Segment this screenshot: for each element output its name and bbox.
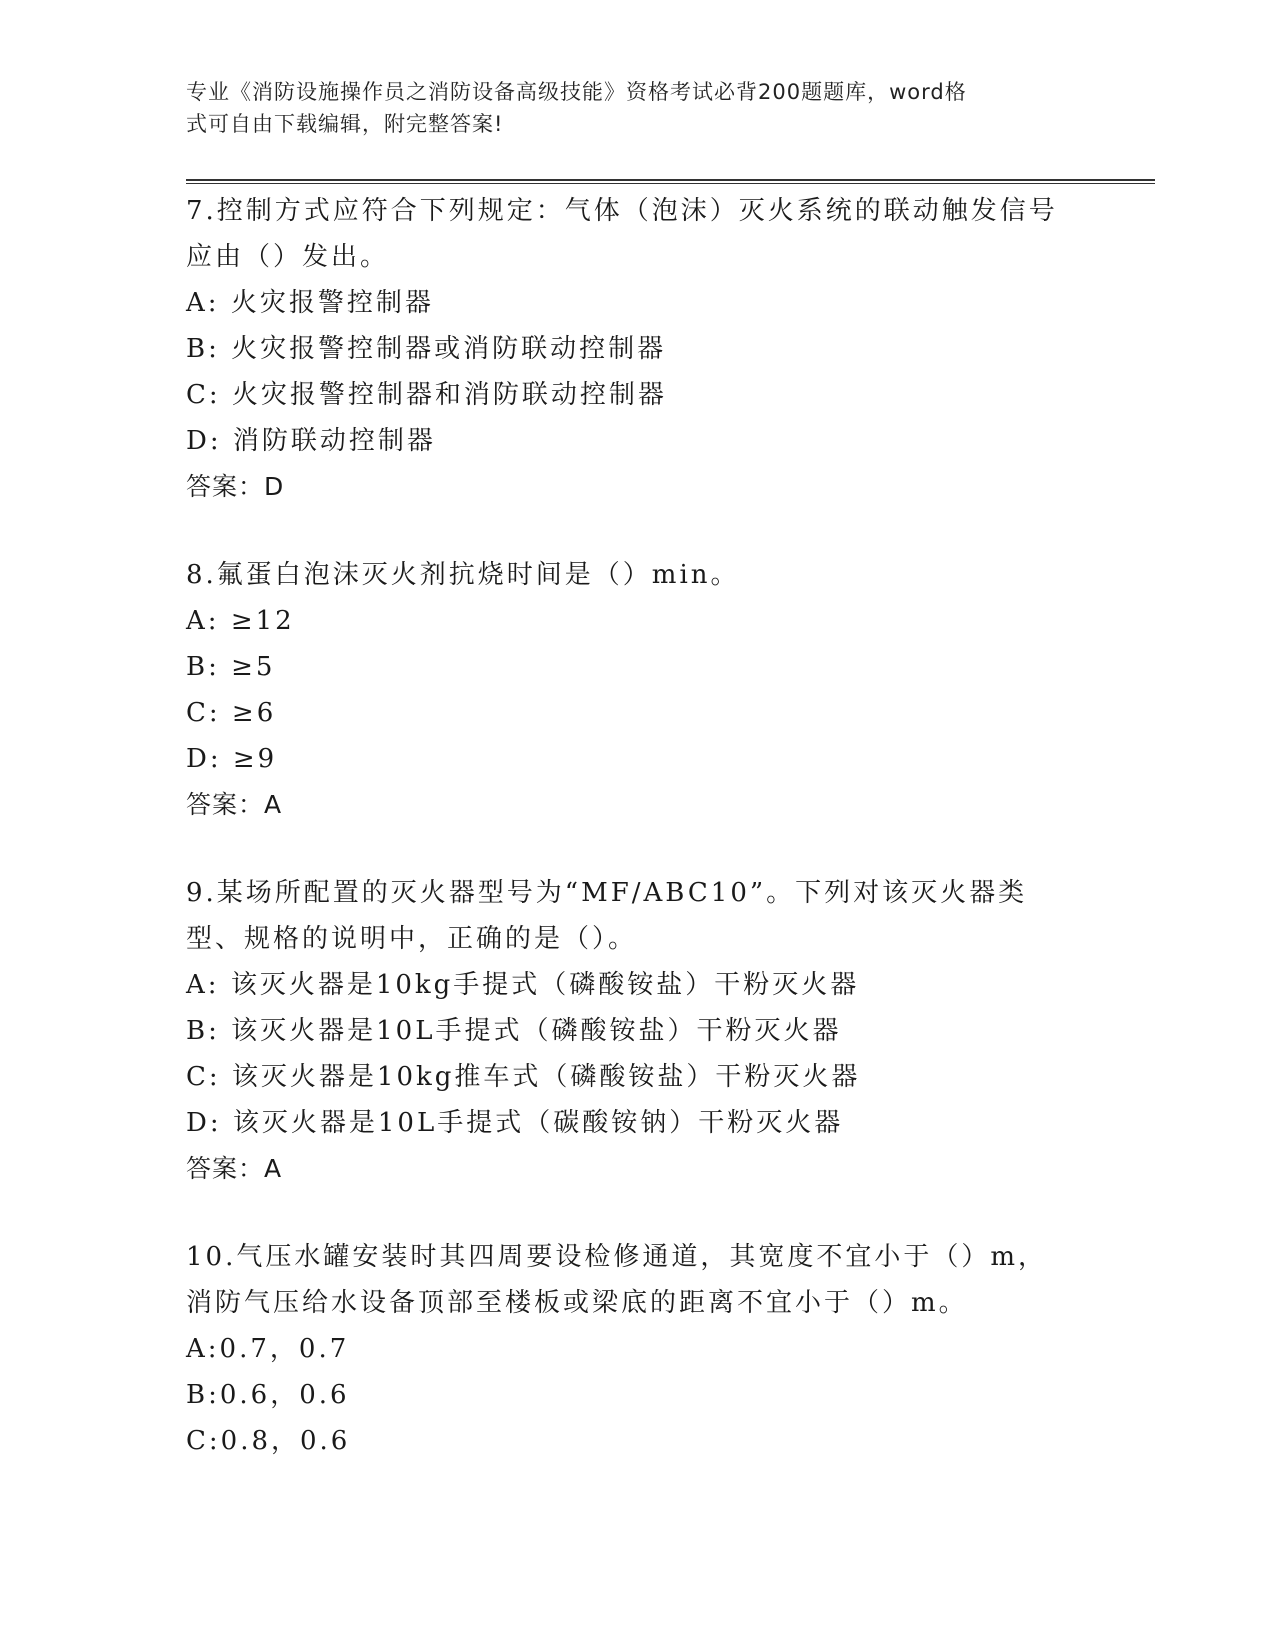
option-c <box>186 1054 1066 1100</box>
option-key: B: <box>186 1380 220 1410</box>
option-key: C: <box>186 698 221 728</box>
option-key: C: <box>186 380 221 410</box>
option-b <box>186 326 1066 372</box>
option-text: ≥6 <box>231 698 277 728</box>
question-7 <box>186 188 1066 510</box>
option-text: 该灭火器是10L手提式（碳酸铵钠）干粉灭火器 <box>232 1108 844 1138</box>
option-text: 该灭火器是10kg推车式（磷酸铵盐）干粉灭火器 <box>231 1062 861 1092</box>
option-c <box>186 690 1066 736</box>
option-key: D: <box>186 1108 222 1138</box>
option-key: C: <box>186 1062 221 1092</box>
option-a <box>186 280 1066 326</box>
option-c <box>186 372 1066 418</box>
option-text: ≥5 <box>231 652 276 682</box>
answer-line: 答案：A <box>186 790 283 819</box>
option-key: C: <box>186 1426 221 1456</box>
option-text: 该灭火器是10kg手提式（磷酸铵盐）干粉灭火器 <box>230 970 860 1000</box>
option-b <box>186 1372 1066 1418</box>
option-a <box>186 1326 1066 1372</box>
question-list <box>186 188 1066 1506</box>
question-9 <box>186 870 1066 1192</box>
option-a <box>186 962 1066 1008</box>
option-text: 该灭火器是10L手提式（磷酸铵盐）干粉灭火器 <box>231 1016 842 1046</box>
option-c <box>186 1418 1066 1464</box>
option-d <box>186 1100 1066 1146</box>
option-key: B: <box>186 1016 220 1046</box>
option-a <box>186 598 1066 644</box>
question-stem: 9.某场所配置的灭火器型号为“MF/ABC10”。下列对该灭火器类型、规格的说明中，正确的是（）。 <box>186 878 1028 954</box>
option-text: 0.6，0.6 <box>219 1380 350 1410</box>
option-text: 火灾报警控制器或消防联动控制器 <box>231 334 667 364</box>
option-b <box>186 1008 1066 1054</box>
option-key: A: <box>186 606 220 636</box>
option-text: 0.7，0.7 <box>219 1334 350 1364</box>
header-divider-thick <box>186 179 1155 181</box>
header-line-2: 式可自由下载编辑，附完整答案! <box>186 112 504 136</box>
option-text: 火灾报警控制器和消防联动控制器 <box>231 380 667 410</box>
option-text: ≥12 <box>230 606 295 636</box>
option-key: B: <box>186 652 220 682</box>
option-key: A: <box>186 288 220 318</box>
option-key: B: <box>186 334 220 364</box>
option-text: 0.8，0.6 <box>220 1426 351 1456</box>
option-d <box>186 418 1066 464</box>
option-text: 消防联动控制器 <box>232 426 436 456</box>
answer-line: 答案：D <box>186 472 285 501</box>
option-key: D: <box>186 744 222 774</box>
option-text: 火灾报警控制器 <box>230 288 434 318</box>
option-key: A: <box>186 1334 220 1364</box>
option-b <box>186 644 1066 690</box>
question-10 <box>186 1234 1066 1464</box>
header-line-1: 专业《消防设施操作员之消防设备高级技能》资格考试必背200题题库，word格 <box>186 80 967 104</box>
option-text: ≥9 <box>232 744 278 774</box>
question-stem: 7.控制方式应符合下列规定：气体（泡沫）灭火系统的联动触发信号应由（）发出。 <box>186 196 1058 272</box>
option-d <box>186 736 1066 782</box>
question-stem: 10.气压水罐安装时其四周要设检修通道，其宽度不宜小于（）m，消防气压给水设备顶部至楼板或梁底的距离不宜小于（）m。 <box>186 1242 1048 1318</box>
answer-line: 答案：A <box>186 1154 283 1183</box>
option-key: A: <box>186 970 220 1000</box>
question-8 <box>186 552 1066 828</box>
document-header <box>186 76 1066 140</box>
question-stem: 8.氟蛋白泡沫灭火剂抗烧时间是（）min。 <box>186 560 740 590</box>
header-divider-thin <box>186 183 1155 184</box>
option-key: D: <box>186 426 222 456</box>
